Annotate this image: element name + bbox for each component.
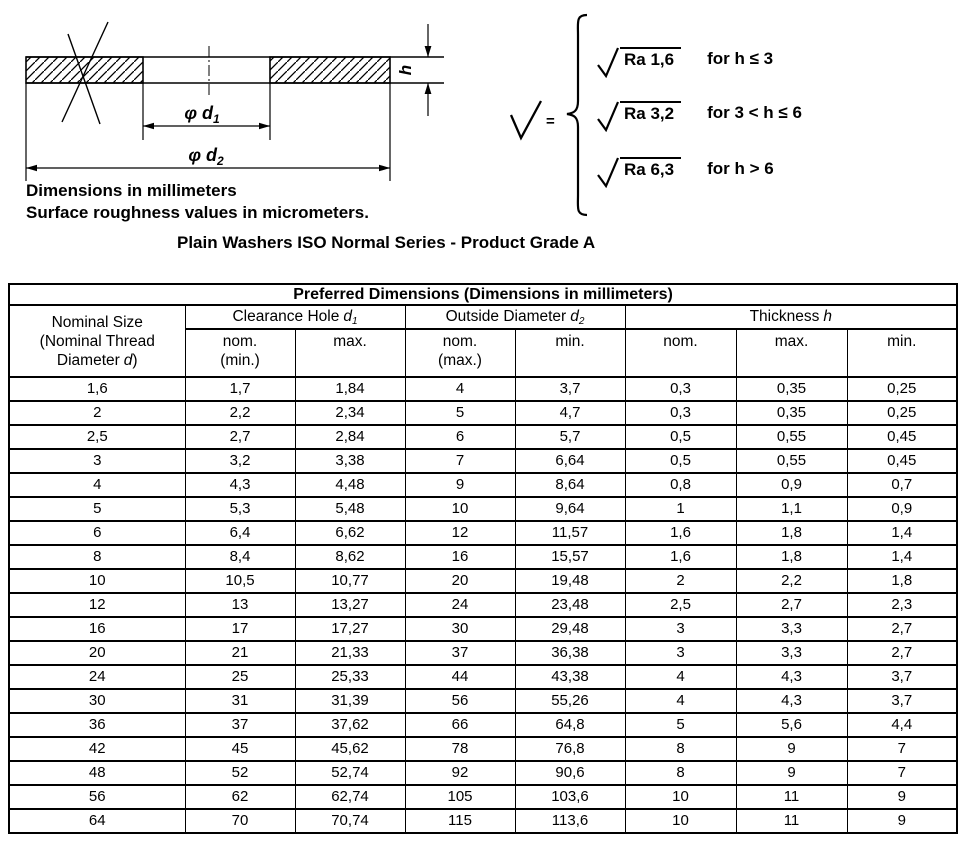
cell: 6 xyxy=(405,425,515,449)
subheader-outside-nom: nom. (max.) xyxy=(405,329,515,377)
cell: 2,2 xyxy=(736,569,847,593)
cell: 2 xyxy=(9,401,185,425)
cell: 17,27 xyxy=(295,617,405,641)
cell: 21,33 xyxy=(295,641,405,665)
roughness-condition: for h ≤ 3 xyxy=(707,49,774,68)
cell: 0,9 xyxy=(736,473,847,497)
label-d1: φ $d_1$ xyxy=(184,103,220,126)
cell: 10 xyxy=(625,809,736,833)
cell: 9 xyxy=(847,785,957,809)
cell: 6,4 xyxy=(185,521,295,545)
table-row xyxy=(9,737,957,761)
table-row xyxy=(9,521,957,545)
cell: 31 xyxy=(185,689,295,713)
cell: 7 xyxy=(405,449,515,473)
cell: 4 xyxy=(625,665,736,689)
subheader-thickness-min: min. xyxy=(847,329,957,377)
roughness-value: Ra 6,3 xyxy=(620,157,681,180)
cell: 2,2 xyxy=(185,401,295,425)
cell: 8,62 xyxy=(295,545,405,569)
cell: 1 xyxy=(625,497,736,521)
header-nominal-line3: Diameter d) xyxy=(56,351,138,369)
table-row xyxy=(9,497,957,521)
washer-cross-section-drawing xyxy=(8,8,460,190)
cell: 5,3 xyxy=(185,497,295,521)
drawing-notes xyxy=(26,180,369,224)
cell: 105 xyxy=(405,785,515,809)
cell: 113,6 xyxy=(515,809,625,833)
radical-icon xyxy=(596,156,620,188)
roughness-condition: for 3 < h ≤ 6 xyxy=(707,103,802,122)
cell: 64,8 xyxy=(515,713,625,737)
cell: 30 xyxy=(9,689,185,713)
cell: 66 xyxy=(405,713,515,737)
cell: 3,7 xyxy=(847,665,957,689)
cell: 13,27 xyxy=(295,593,405,617)
cell: 37,62 xyxy=(295,713,405,737)
cell: 56 xyxy=(405,689,515,713)
cell: 1,6 xyxy=(625,545,736,569)
header-section xyxy=(0,0,964,283)
header-nominal-size xyxy=(9,305,185,377)
cell: 1,8 xyxy=(847,569,957,593)
cell: 6,64 xyxy=(515,449,625,473)
cell: 31,39 xyxy=(295,689,405,713)
cell: 21 xyxy=(185,641,295,665)
table-row xyxy=(9,713,957,737)
cell: 55,26 xyxy=(515,689,625,713)
cell: 20 xyxy=(405,569,515,593)
cell: 43,38 xyxy=(515,665,625,689)
header-clearance-hole: Clearance Hole d1 xyxy=(185,305,405,329)
cell: 52,74 xyxy=(295,761,405,785)
cell: 0,5 xyxy=(625,449,736,473)
cell: 11 xyxy=(736,785,847,809)
cell: 45 xyxy=(185,737,295,761)
surface-finish-symbol xyxy=(508,95,564,143)
note-roughness: Surface roughness values in micrometers. xyxy=(26,203,369,222)
cell: 24 xyxy=(405,593,515,617)
cell: 4 xyxy=(405,377,515,401)
cell: 37 xyxy=(405,641,515,665)
cell: 9 xyxy=(736,737,847,761)
cell: 48 xyxy=(9,761,185,785)
hatch-right xyxy=(270,57,390,83)
cell: 0,25 xyxy=(847,401,957,425)
figure-caption: Plain Washers ISO Normal Series - Product Grade A xyxy=(177,233,596,252)
cell: 0,35 xyxy=(736,401,847,425)
cell: 4,3 xyxy=(185,473,295,497)
cell: 9 xyxy=(405,473,515,497)
cell: 16 xyxy=(9,617,185,641)
cell: 0,8 xyxy=(625,473,736,497)
dimension-h xyxy=(425,24,432,116)
cell: 11 xyxy=(736,809,847,833)
subheader-thickness-max: max. xyxy=(736,329,847,377)
cell: 3,2 xyxy=(185,449,295,473)
cell: 42 xyxy=(9,737,185,761)
cell: 2 xyxy=(625,569,736,593)
dimensions-table-wrap xyxy=(8,283,956,834)
cell: 2,7 xyxy=(736,593,847,617)
cell: 10,77 xyxy=(295,569,405,593)
cell: 115 xyxy=(405,809,515,833)
cell: 2,7 xyxy=(847,641,957,665)
cell: 0,55 xyxy=(736,425,847,449)
cell: 4 xyxy=(9,473,185,497)
cell: 25 xyxy=(185,665,295,689)
table-row xyxy=(9,545,957,569)
cell: 103,6 xyxy=(515,785,625,809)
cell: 11,57 xyxy=(515,521,625,545)
cell: 9,64 xyxy=(515,497,625,521)
cell: 6 xyxy=(9,521,185,545)
cell: 3,38 xyxy=(295,449,405,473)
label-h: h xyxy=(396,64,415,76)
cell: 9 xyxy=(847,809,957,833)
cell: 1,4 xyxy=(847,521,957,545)
cell: 0,35 xyxy=(736,377,847,401)
cell: 12 xyxy=(405,521,515,545)
table-row xyxy=(9,665,957,689)
cell: 3 xyxy=(625,617,736,641)
cell: 2,34 xyxy=(295,401,405,425)
cell: 10,5 xyxy=(185,569,295,593)
cell: 70 xyxy=(185,809,295,833)
cell: 8 xyxy=(9,545,185,569)
cell: 8,4 xyxy=(185,545,295,569)
cell: 8,64 xyxy=(515,473,625,497)
cell: 1,1 xyxy=(736,497,847,521)
cell: 36,38 xyxy=(515,641,625,665)
cell: 16 xyxy=(405,545,515,569)
label-d2: φ $d_2$ xyxy=(188,145,224,168)
cell: 3,7 xyxy=(515,377,625,401)
cell: 5,48 xyxy=(295,497,405,521)
cell: 30 xyxy=(405,617,515,641)
cell: 2,7 xyxy=(185,425,295,449)
cell: 1,8 xyxy=(736,521,847,545)
washer-outline xyxy=(26,57,444,83)
table-row xyxy=(9,473,957,497)
table-row xyxy=(9,641,957,665)
cell: 5,6 xyxy=(736,713,847,737)
header-nominal-line1: Nominal Size xyxy=(51,313,143,331)
table-title-row xyxy=(9,284,957,305)
cell: 3 xyxy=(9,449,185,473)
cell: 0,55 xyxy=(736,449,847,473)
cell: 2,7 xyxy=(847,617,957,641)
cell: 5 xyxy=(9,497,185,521)
note-dimensions: Dimensions in millimeters xyxy=(26,181,237,200)
cell: 4,3 xyxy=(736,689,847,713)
cell: 0,3 xyxy=(625,377,736,401)
cell: 0,9 xyxy=(847,497,957,521)
radical-icon xyxy=(596,100,620,132)
cell: 3,3 xyxy=(736,617,847,641)
cell: 1,7 xyxy=(185,377,295,401)
subheader-clearance-max: max. xyxy=(295,329,405,377)
header-nominal-line2: (Nominal Thread xyxy=(39,332,155,350)
table-row xyxy=(9,689,957,713)
cell: 78 xyxy=(405,737,515,761)
cell: 1,84 xyxy=(295,377,405,401)
cell: 10 xyxy=(405,497,515,521)
table-row xyxy=(9,809,957,833)
roughness-entry xyxy=(596,156,774,188)
table-title: Preferred Dimensions (Dimensions in millimeters) xyxy=(9,284,957,305)
table-row xyxy=(9,569,957,593)
cell: 1,8 xyxy=(736,545,847,569)
cell: 52 xyxy=(185,761,295,785)
cell: 62 xyxy=(185,785,295,809)
table-row xyxy=(9,377,957,401)
subheader-thickness-nom: nom. xyxy=(625,329,736,377)
cell: 5 xyxy=(625,713,736,737)
cell: 44 xyxy=(405,665,515,689)
roughness-condition: for h > 6 xyxy=(707,159,774,178)
table-row xyxy=(9,449,957,473)
roughness-value: Ra 1,6 xyxy=(620,47,681,70)
cell: 4,4 xyxy=(847,713,957,737)
cell: 2,84 xyxy=(295,425,405,449)
cell: 2,3 xyxy=(847,593,957,617)
cell: 0,7 xyxy=(847,473,957,497)
cell: 37 xyxy=(185,713,295,737)
cell: 8 xyxy=(625,761,736,785)
table-group-header-row xyxy=(9,305,957,329)
cell: 0,5 xyxy=(625,425,736,449)
cell: 3,3 xyxy=(736,641,847,665)
brace-icon xyxy=(562,13,592,217)
cell: 0,25 xyxy=(847,377,957,401)
header-outside-diameter: Outside Diameter d2 xyxy=(405,305,625,329)
cell: 24 xyxy=(9,665,185,689)
cell: 23,48 xyxy=(515,593,625,617)
table-row xyxy=(9,617,957,641)
cell: 0,3 xyxy=(625,401,736,425)
cell: 1,6 xyxy=(9,377,185,401)
cell: 4,3 xyxy=(736,665,847,689)
dimensions-table xyxy=(8,283,958,834)
cell: 19,48 xyxy=(515,569,625,593)
cell: 10 xyxy=(9,569,185,593)
table-row xyxy=(9,401,957,425)
cell: 62,74 xyxy=(295,785,405,809)
cell: 15,57 xyxy=(515,545,625,569)
cell: 17 xyxy=(185,617,295,641)
cell: 64 xyxy=(9,809,185,833)
table-row xyxy=(9,593,957,617)
cell: 4 xyxy=(625,689,736,713)
cell: 12 xyxy=(9,593,185,617)
roughness-entry xyxy=(596,46,773,78)
cell: 4,7 xyxy=(515,401,625,425)
cell: 90,6 xyxy=(515,761,625,785)
cell: 56 xyxy=(9,785,185,809)
dimension-d2 xyxy=(26,83,390,181)
cell: 4,48 xyxy=(295,473,405,497)
cell: 7 xyxy=(847,737,957,761)
surface-roughness-spec xyxy=(488,8,958,223)
cell: 36 xyxy=(9,713,185,737)
table-row xyxy=(9,761,957,785)
cell: 8 xyxy=(625,737,736,761)
cell: 1,4 xyxy=(847,545,957,569)
cell: 3 xyxy=(625,641,736,665)
cell: 25,33 xyxy=(295,665,405,689)
subheader-clearance-nom: nom. (min.) xyxy=(185,329,295,377)
cell: 13 xyxy=(185,593,295,617)
roughness-value: Ra 3,2 xyxy=(620,101,681,124)
cell: 5,7 xyxy=(515,425,625,449)
cell: 6,62 xyxy=(295,521,405,545)
cell: 45,62 xyxy=(295,737,405,761)
roughness-entry xyxy=(596,100,802,132)
cell: 20 xyxy=(9,641,185,665)
cell: 70,74 xyxy=(295,809,405,833)
cell: 0,45 xyxy=(847,449,957,473)
cell: 76,8 xyxy=(515,737,625,761)
cell: 29,48 xyxy=(515,617,625,641)
cell: 0,45 xyxy=(847,425,957,449)
radical-icon xyxy=(596,46,620,78)
cell: 1,6 xyxy=(625,521,736,545)
cell: 10 xyxy=(625,785,736,809)
cell: 2,5 xyxy=(9,425,185,449)
cell: 7 xyxy=(847,761,957,785)
cell: 2,5 xyxy=(625,593,736,617)
svg-text:=: = xyxy=(546,113,555,130)
table-row xyxy=(9,785,957,809)
cell: 9 xyxy=(736,761,847,785)
cell: 5 xyxy=(405,401,515,425)
cell: 92 xyxy=(405,761,515,785)
table-row xyxy=(9,425,957,449)
subheader-outside-min: min. xyxy=(515,329,625,377)
cell: 3,7 xyxy=(847,689,957,713)
header-thickness: Thickness h xyxy=(625,305,957,329)
